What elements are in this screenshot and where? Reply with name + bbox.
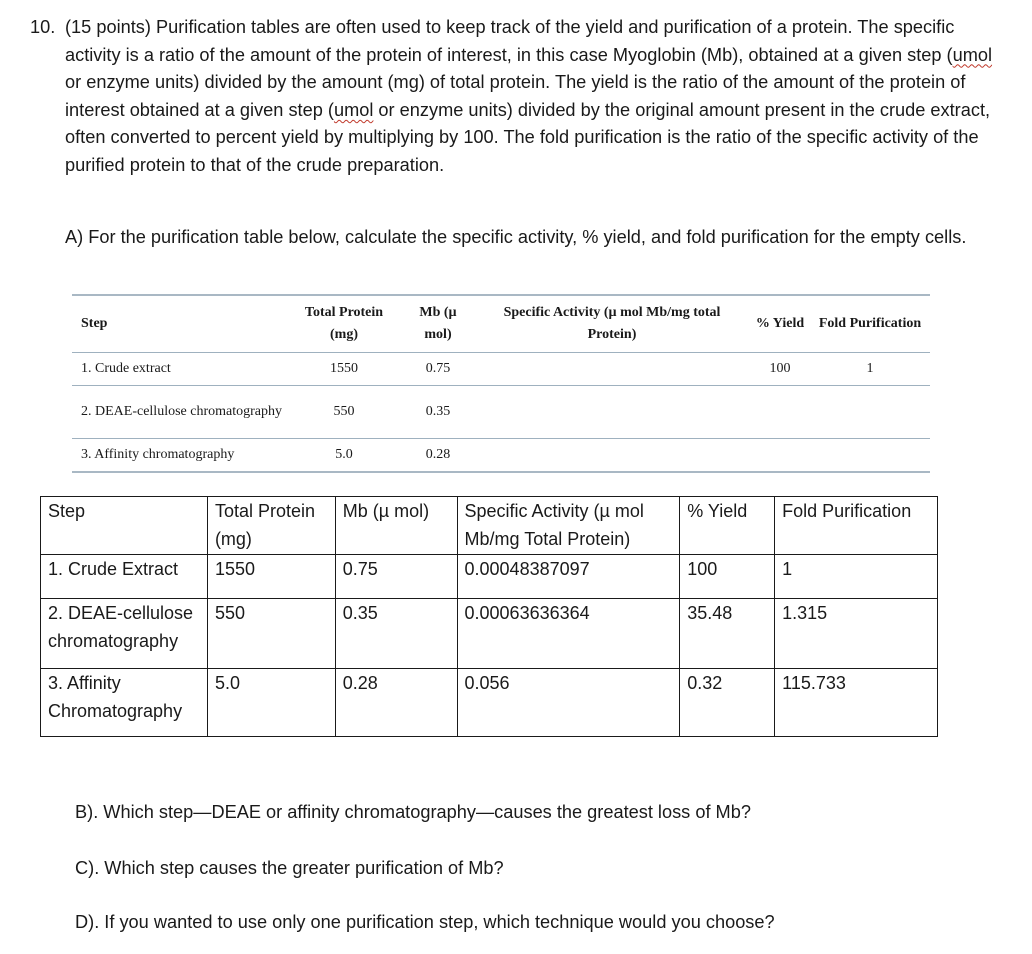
cell-yield: 0.32	[680, 669, 775, 737]
cell-fold-purification: 1	[775, 555, 938, 599]
cell-yield	[750, 439, 810, 473]
cell-mb: 0.35	[402, 386, 474, 439]
cell-mb: 0.28	[402, 439, 474, 473]
header-specific-activity: Specific Activity (µ mol Mb/mg Total Protein)	[457, 497, 680, 555]
cell-yield: 100	[680, 555, 775, 599]
cell-yield: 35.48	[680, 599, 775, 669]
answer-purification-table	[40, 496, 938, 737]
question-10	[30, 14, 1000, 180]
table-row	[41, 599, 938, 669]
end-text: or enzyme units) divided by the original amount present in the crude extract, often converted to percent yield by multiplying by 100. The fold purification is the ratio of the specific activity of the purified protein to that of the crude preparation.	[65, 99, 991, 175]
cell-specific-activity	[474, 386, 750, 439]
header-fold-purification: Fold Purification	[775, 497, 938, 555]
cell-step: 2. DEAE-cellulose chromatography	[41, 599, 208, 669]
cell-step: 3. Affinity Chromatography	[41, 669, 208, 737]
cell-fold-purification: 115.733	[775, 669, 938, 737]
header-specific-activity: Specific Activity (µ mol Mb/mg total Protein)	[474, 295, 750, 353]
header-mb: Mb (µ mol)	[402, 295, 474, 353]
cell-mb: 0.75	[402, 353, 474, 386]
umol-unit: umol	[333, 99, 374, 120]
cell-specific-activity: 0.00063636364	[457, 599, 680, 669]
cell-mb: 0.28	[335, 669, 457, 737]
table-row	[72, 439, 930, 473]
header-total-protein: Total Protein (mg)	[286, 295, 402, 353]
table-header-row	[72, 295, 930, 353]
cell-fold-purification: 1	[810, 353, 930, 386]
cell-total-protein: 1550	[286, 353, 402, 386]
cell-fold-purification	[810, 386, 930, 439]
intro-text: (15 points) Purification tables are often used to keep track of the yield and purification of a protein. The specific activity is a ratio of the amount of the protein of interest, in this case Myoglobin (Mb), obtained at a given step (	[65, 17, 955, 65]
cell-specific-activity	[474, 439, 750, 473]
header-total-protein: Total Protein (mg)	[207, 497, 335, 555]
part-d-prompt: D). If you wanted to use only one purification step, which technique would you choose?	[75, 912, 775, 932]
part-a-prompt: A) For the purification table below, calculate the specific activity, % yield, and fold purification for the empty cells.	[65, 227, 967, 247]
cell-specific-activity: 0.00048387097	[457, 555, 680, 599]
table-header-row	[41, 497, 938, 555]
cell-step: 1. Crude Extract	[41, 555, 208, 599]
cell-specific-activity: 0.056	[457, 669, 680, 737]
cell-step: 1. Crude extract	[72, 353, 286, 386]
header-yield: % Yield	[680, 497, 775, 555]
cell-total-protein: 550	[286, 386, 402, 439]
table-row	[41, 555, 938, 599]
cell-total-protein: 5.0	[207, 669, 335, 737]
question-number: 10.	[30, 17, 56, 37]
header-yield: % Yield	[750, 295, 810, 353]
header-step: Step	[72, 295, 286, 353]
cell-yield	[750, 386, 810, 439]
cell-total-protein: 550	[207, 599, 335, 669]
cell-fold-purification	[810, 439, 930, 473]
table-row	[72, 353, 930, 386]
header-mb: Mb (µ mol)	[335, 497, 457, 555]
cell-mb: 0.75	[335, 555, 457, 599]
part-b-prompt: B). Which step—DEAE or affinity chromatography—causes the greatest loss of Mb?	[75, 802, 751, 822]
table-row	[41, 669, 938, 737]
cell-fold-purification: 1.315	[775, 599, 938, 669]
header-fold-purification: Fold Purification	[810, 295, 930, 353]
cell-step: 2. DEAE-cellulose chromatography	[72, 386, 286, 439]
cell-total-protein: 5.0	[286, 439, 402, 473]
part-c-prompt: C). Which step causes the greater purification of Mb?	[75, 858, 504, 878]
cell-yield: 100	[750, 353, 810, 386]
table-row	[72, 386, 930, 439]
given-purification-table	[72, 294, 930, 473]
cell-total-protein: 1550	[207, 555, 335, 599]
umol-unit: umol	[952, 44, 993, 65]
mid-text: or enzyme units) divided by the amount (mg) of total protein. The yield is the ratio of the amount of the protein of interest obtained at a given step (	[65, 72, 966, 120]
cell-mb: 0.35	[335, 599, 457, 669]
question-text	[65, 14, 1000, 180]
cell-specific-activity	[474, 353, 750, 386]
cell-step: 3. Affinity chromatography	[72, 439, 286, 473]
header-step: Step	[41, 497, 208, 555]
